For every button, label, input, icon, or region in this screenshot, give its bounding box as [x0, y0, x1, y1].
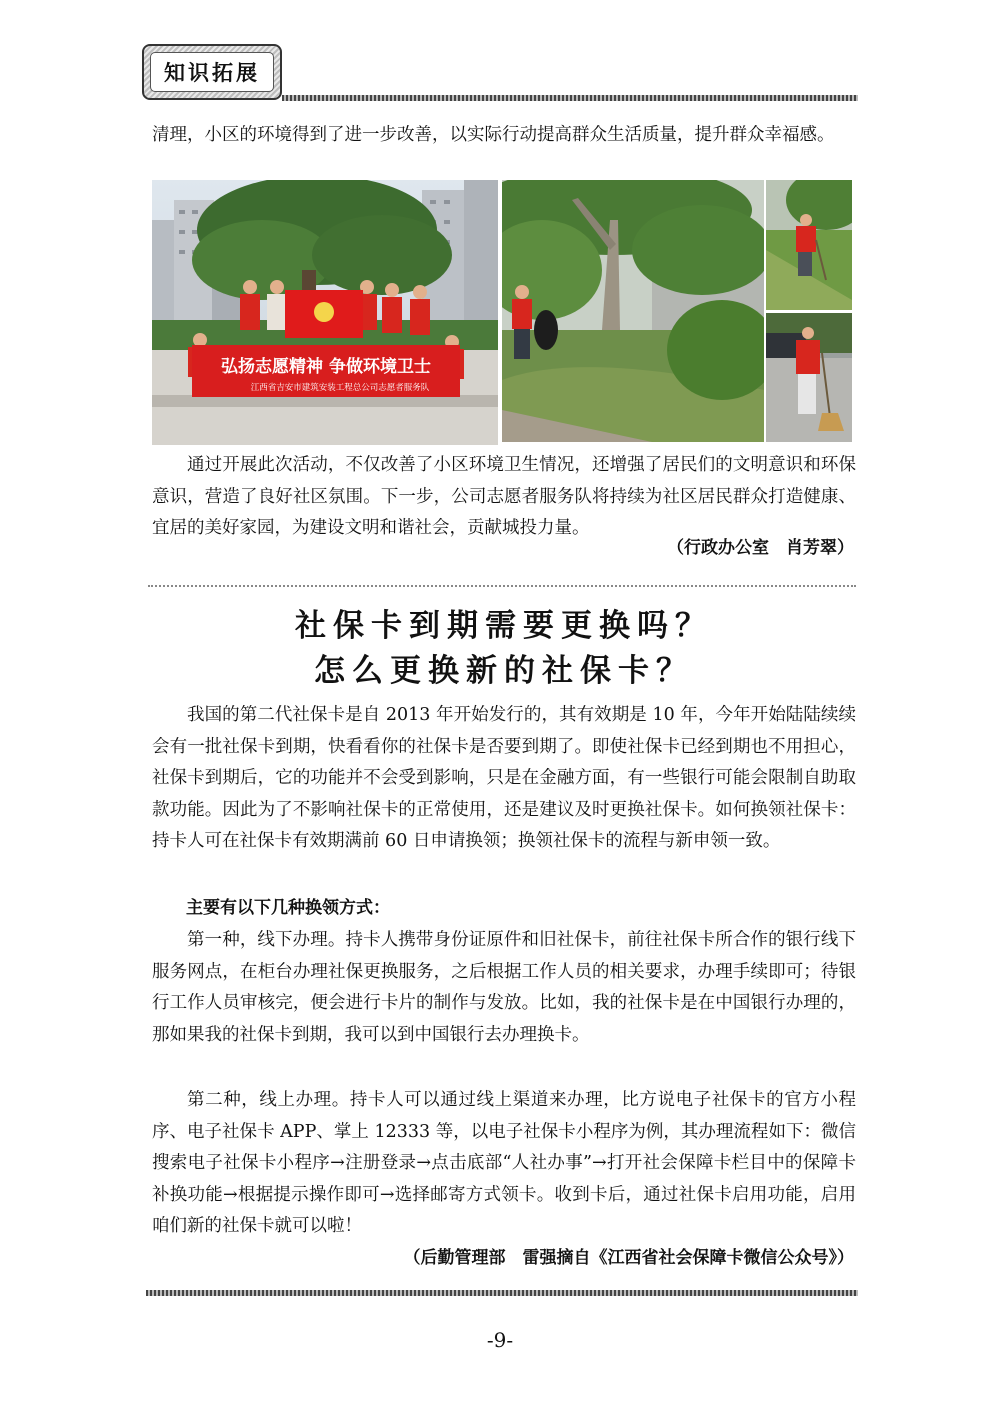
article-paragraph-2: 第一种，线下办理。持卡人携带身份证原件和旧社保卡，前往社保卡所合作的银行线下服务网点，在柜台办理社保更换服务，之后根据工作人员的相关要求，办理手续即可；待银行工作人员审核完，便会进行卡片的制作与发放。比如，我的社保卡是在中国银行办理的，那如果我的社保卡到期，我可以到中国银行去办理换卡。 — [152, 930, 856, 1045]
photo-greenbelt-cleaning — [502, 180, 764, 442]
banner-main-text: 弘扬志愿精神 争做环境卫士 — [221, 357, 431, 377]
photo-volunteers-banner — [152, 180, 498, 445]
photo-grass-sweeping — [766, 180, 852, 310]
photo-grass-sweeping-art — [766, 180, 852, 310]
intro-paragraph: 清理，小区的环境得到了进一步改善，以实际行动提高群众生活质量，提升群众幸福感。 — [152, 125, 835, 145]
article-paragraph-1: 我国的第二代社保卡是自 2013 年开始发行的，其有效期是 10 年，今年开始陆陆续续会有一批社保卡到期，快看看你的社保卡是否要到期了。即使社保卡已经到期也不用担心，社保卡到期后，它的功能并不会受到影响，只是在金融方面，有一些银行可能会限制自助取款功能。因此为了不影响社保卡的正常使用，还是建议及时更换社保卡。如何换领社保卡：持卡人可在社保卡有效期满前 60 日申请换领；换领社保卡的流程与新申领一致。 — [152, 705, 856, 851]
banner-sub-text: 江西省吉安市建筑安装工程总公司志愿者服务队 — [250, 383, 430, 393]
section-separator — [148, 585, 856, 587]
summary-paragraph: 通过开展此次活动，不仅改善了小区环境卫生情况，还增强了居民们的文明意识和环保意识，营造了良好社区氛围。下一步，公司志愿者服务队将持续为社区居民群众打造健康、宜居的美好家园，为建设文明和谐社会，贡献城投力量。 — [152, 455, 856, 538]
header-rule — [282, 95, 858, 101]
article-title-line2: 怎么更换新的社保卡？ — [314, 653, 694, 689]
section-header-label: 知识拓展 — [150, 52, 274, 92]
article-signature: （后勤管理部 雷强摘自《江西省社会保障卡微信公众号》） — [403, 1248, 854, 1268]
article-paragraph-3: 第二种，线上办理。持卡人可以通过线上渠道来办理，比方说电子社保卡的官方小程序、电子社保卡 APP、掌上 12333 等，以电子社保卡小程序为例，其办理流程如下：微信搜索电子社保卡小程序→注册登录→点击底部“人社办事”→打开社会保障卡栏目中的保障卡补换功能→根据提示操作即可→选择邮寄方式领卡。收到卡后，通过社保卡启用功能，启用咱们新的社保卡就可以啦！ — [152, 1090, 856, 1236]
photo-greenbelt-cleaning-art — [502, 180, 764, 442]
article-title-line1: 社保卡到期需要更换吗？ — [295, 608, 713, 644]
page-number: -9- — [486, 1328, 514, 1352]
footer-rule — [146, 1290, 858, 1296]
article-subhead: 主要有以下几种换领方式： — [186, 898, 390, 918]
photo-road-sweeping-art — [766, 313, 852, 442]
signature-admin-office: （行政办公室 肖芳翠） — [667, 538, 854, 558]
section-header-box — [142, 44, 282, 100]
photo-volunteers-banner-art — [152, 180, 498, 445]
photo-road-sweeping — [766, 313, 852, 442]
